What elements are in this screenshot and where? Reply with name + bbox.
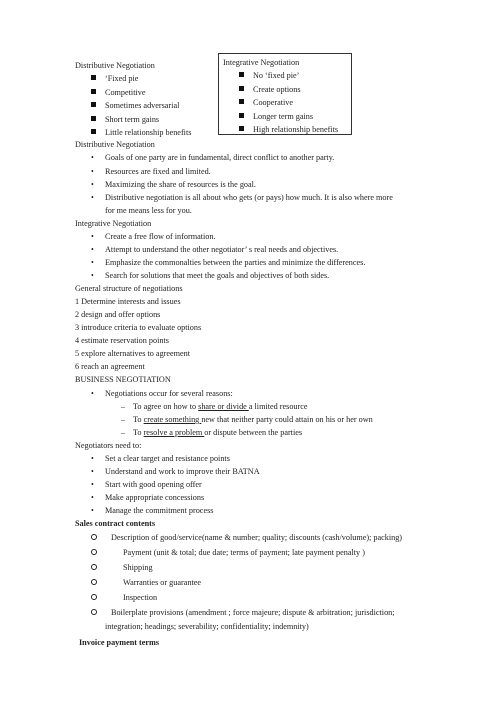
contract-item: Boilerplate provisions (amendment ; force majeure; dispute & arbitration; jurisdiction;: [91, 608, 395, 618]
contract-item-continuation: integration; headings; severability; confidentiality; indemnity): [105, 622, 309, 631]
square-bullet-icon: [239, 99, 244, 104]
bullet-item: • Search for solutions that meet the goals and objectives of both sides.: [91, 271, 330, 280]
square-bullet-icon: [91, 75, 96, 80]
bullet-item: • Resources are fixed and limited.: [91, 167, 211, 176]
sub-item: – To create something new that neither party could attain on his or her own: [121, 415, 373, 424]
step-item: 4 estimate reservation points: [75, 336, 169, 345]
distributive-item: Competitive: [91, 88, 145, 98]
section-heading: Negotiators need to:: [75, 441, 142, 450]
step-item: 3 introduce criteria to evaluate options: [75, 323, 202, 332]
contract-item: Warranties or guarantee: [91, 578, 201, 588]
circle-bullet-icon: [91, 549, 97, 555]
square-bullet-icon: [239, 72, 244, 77]
bullet-item: • Understand and work to improve their BATNA: [91, 467, 260, 476]
distributive-item: Sometimes adversarial: [91, 101, 179, 111]
integrative-item: Longer term gains: [239, 112, 313, 122]
square-bullet-icon: [91, 129, 96, 134]
sub-item: – To agree on how to share or divide a limited resource: [121, 402, 308, 411]
integrative-item: High relationship benefits: [239, 125, 338, 135]
bullet-item: • Goals of one party are in fundamental, direct conflict to another party.: [91, 153, 335, 162]
section-heading: Distributive Negotiation: [75, 140, 155, 149]
integrative-item: No ‘fixed pie’: [239, 71, 299, 81]
distributive-heading: Distributive Negotiation: [75, 61, 155, 70]
circle-bullet-icon: [91, 579, 97, 585]
circle-bullet-icon: [91, 564, 97, 570]
section-heading: Invoice payment terms: [79, 638, 160, 647]
bullet-item: • Emphasize the commonalties between the parties and minimize the differences.: [91, 258, 366, 267]
integrative-item: Create options: [239, 85, 301, 95]
square-bullet-icon: [239, 113, 244, 118]
contract-item: Description of good/service(name & number; quality; discounts (cash/volume); packing): [91, 533, 402, 543]
step-item: 6 reach an agreement: [75, 362, 145, 371]
distributive-item: Little relationship benefits: [91, 128, 191, 138]
step-item: 5 explore alternatives to agreement: [75, 349, 191, 358]
bullet-item: • Set a clear target and resistance points: [91, 454, 230, 463]
distributive-item: Short term gains: [91, 115, 159, 125]
bullet-item: • Attempt to understand the other negotiator’ s real needs and objectives.: [91, 245, 339, 254]
square-bullet-icon: [239, 126, 244, 131]
bullet-item: • Distributive negotiation is all about who gets (or pays) how much. It is also where more: [91, 193, 393, 202]
square-bullet-icon: [91, 102, 96, 107]
bullet-item: • Maximizing the share of resources is the goal.: [91, 180, 256, 189]
step-item: 2 design and offer options: [75, 310, 161, 319]
contract-item: Inspection: [91, 593, 157, 603]
contract-item: Payment (unit & total; due date; terms of payment; late payment penalty ): [91, 548, 365, 558]
distributive-item: ‘Fixed pie: [91, 74, 138, 84]
sub-item: – To resolve a problem or dispute between the parties: [121, 428, 303, 437]
contract-item: Shipping: [91, 563, 153, 573]
section-heading: Integrative Negotiation: [75, 219, 152, 228]
square-bullet-icon: [91, 89, 96, 94]
square-bullet-icon: [91, 116, 96, 121]
circle-bullet-icon: [91, 534, 97, 540]
bullet-item: • Make appropriate concessions: [91, 493, 205, 502]
bullet-item: • Manage the commitment process: [91, 506, 214, 515]
section-heading: General structure of negotiations: [75, 284, 183, 293]
integrative-box-heading: Integrative Negotiation: [223, 58, 300, 67]
integrative-item: Cooperative: [239, 98, 293, 108]
bullet-item: • Create a free flow of information.: [91, 232, 216, 241]
section-heading: Sales contract contents: [75, 519, 156, 528]
bullet-item: • Negotiations occur for several reasons:: [91, 389, 233, 398]
circle-bullet-icon: [91, 594, 97, 600]
section-heading: BUSINESS NEGOTIATION: [75, 375, 171, 384]
bullet-continuation: for me means less for you.: [105, 206, 192, 215]
square-bullet-icon: [239, 86, 244, 91]
bullet-item: • Start with good opening offer: [91, 480, 202, 489]
circle-bullet-icon: [91, 609, 97, 615]
step-item: 1 Determine interests and issues: [75, 297, 181, 306]
